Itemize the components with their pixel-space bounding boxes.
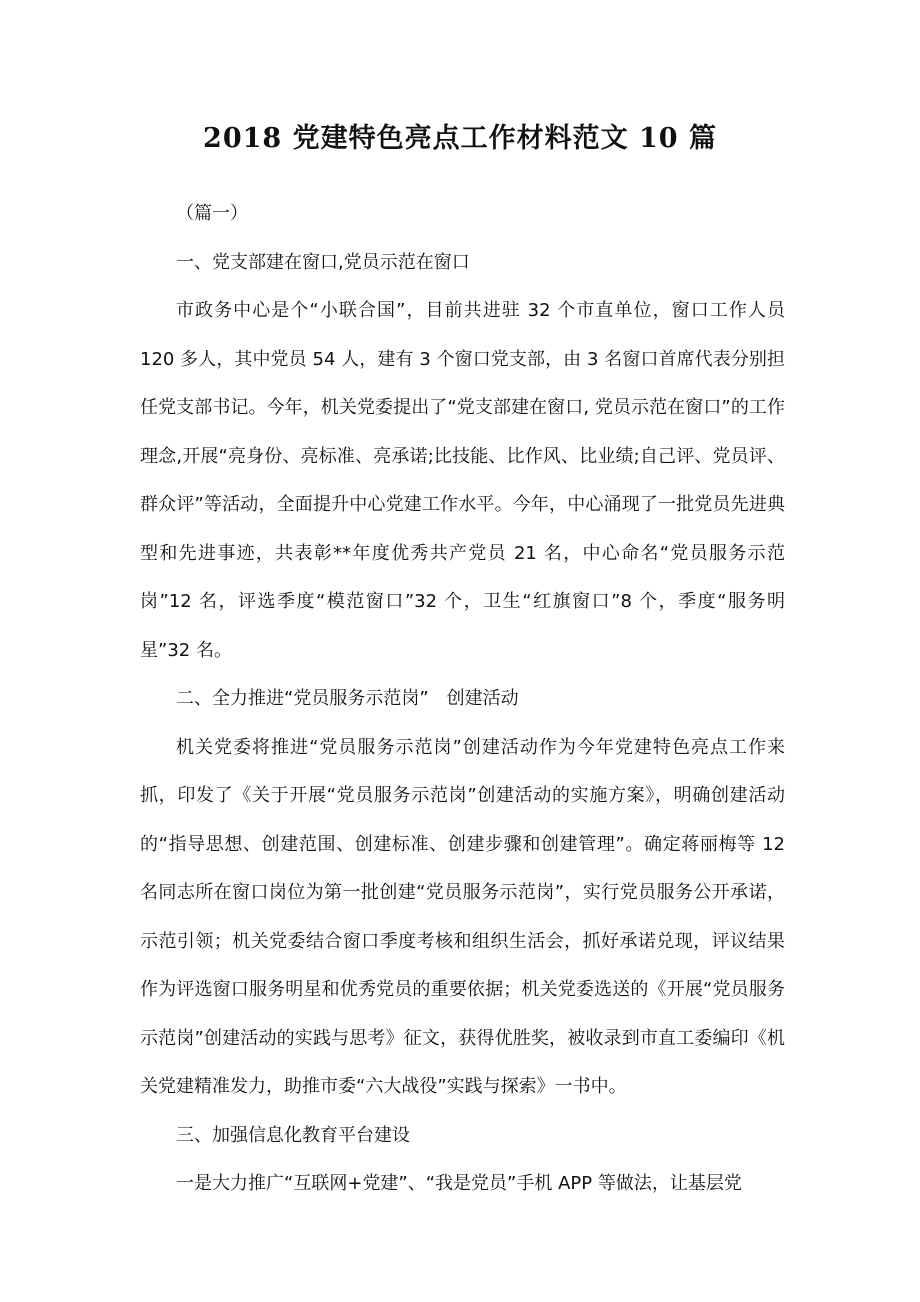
document-body [140, 190, 785, 1209]
document-title: 2018 党建特色亮点工作材料范文 10 篇 [203, 123, 717, 154]
section-heading-3: 三、加强信息化教育平台建设 [176, 1124, 410, 1146]
body-paragraph-1: 市政务中心是个“小联合国”，目前共进驻 32 个市直单位，窗口工作人员 120 多人，其中党员 54 人，建有 3 个窗口党支部，由 3 名窗口首席代表分别担任党支部书记。今年，机关党委提出了“党支部建在窗口, 党员示范在窗口”的工作理念,开展“亮身份、亮标准、亮承诺;比技能、比作风、比业绩;自己评、党员评、群众评”等活动，全面提升中心党建工作水平。今年，中心涌现了一批党员先进典型和先进事迹，共表彰**年度优秀共产党员 21 名，中心命名“党员服务示范岗”12 名，评选季度“模范窗口”32 个，卫生“红旗窗口”8 个，季度“服务明星”32 名。 [140, 300, 785, 661]
body-paragraph-2: 机关党委将推进“党员服务示范岗”创建活动作为今年党建特色亮点工作来抓，印发了《关于开展“党员服务示范岗”创建活动的实施方案》，明确创建活动的“指导思想、创建范围、创建标准、创建步骤和创建管理”。确定蒋丽梅等 12 名同志所在窗口岗位为第一批创建“党员服务示范岗”，实行党员服务公开承诺，示范引领；机关党委结合窗口季度考核和组织生活会，抓好承诺兑现，评议结果作为评选窗口服务明星和优秀党员的重要依据；机关党委选送的《开展“党员服务示范岗”创建活动的实践与思考》征文，获得优胜奖，被收录到市直工委编印《机关党建精准发力，助推市委“六大战役”实践与探索》一书中。 [140, 736, 785, 1097]
section-heading-2: 二、全力推进“党员服务示范岗” 创建活动 [176, 688, 519, 709]
body-paragraph-3: 一是大力推广“互联网+党建”、“我是党员”手机 APP 等做法，让基层党 [176, 1173, 742, 1194]
section-heading-1: 一、党支部建在窗口,党员示范在窗口 [176, 251, 470, 273]
section-label: （篇一） [176, 203, 248, 224]
